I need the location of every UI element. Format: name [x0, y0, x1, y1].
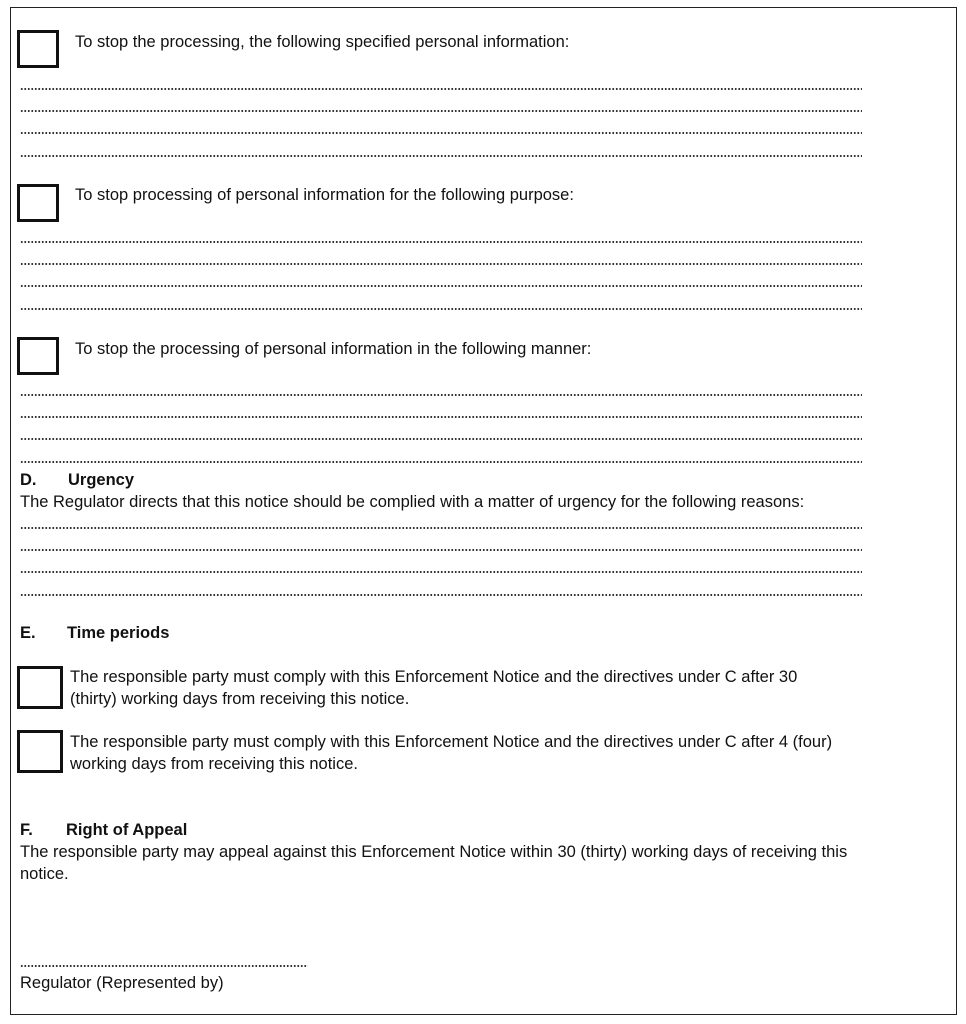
processing-manner-checkbox[interactable]: [17, 337, 59, 375]
fill-line[interactable]: [20, 241, 862, 243]
fill-line[interactable]: [20, 571, 862, 573]
fill-line[interactable]: [20, 132, 862, 134]
option-label-purpose: To stop processing of personal information for the following purpose:: [75, 186, 574, 204]
fill-line[interactable]: [20, 438, 862, 440]
fill-line[interactable]: [20, 461, 862, 463]
processing-purpose-checkbox[interactable]: [17, 184, 59, 222]
processing-info-checkbox[interactable]: [17, 30, 59, 68]
four-days-checkbox[interactable]: [17, 730, 63, 773]
option-label-manner: To stop the processing of personal information in the following manner:: [75, 340, 592, 358]
section-e-title: Time periods: [67, 624, 170, 642]
fill-line[interactable]: [20, 394, 862, 396]
section-e-letter: E.: [20, 624, 36, 642]
urgency-text: The Regulator directs that this notice should be complied with a matter of urgency for the following reasons:: [20, 493, 805, 511]
time-option-4-line1: The responsible party must comply with this Enforcement Notice and the directives under C after 4 (four): [70, 733, 833, 751]
appeal-text-line2: notice.: [20, 865, 69, 883]
fill-line[interactable]: [20, 110, 862, 112]
signature-label: Regulator (Represented by): [20, 974, 224, 992]
fill-line[interactable]: [20, 285, 862, 287]
section-d-title: Urgency: [68, 471, 135, 489]
time-option-30-line1: The responsible party must comply with this Enforcement Notice and the directives under C after 30: [70, 668, 798, 686]
fill-line[interactable]: [20, 308, 862, 310]
section-f-letter: F.: [20, 821, 33, 839]
appeal-text-line1: The responsible party may appeal against this Enforcement Notice within 30 (thirty) working days of receiving this: [20, 843, 848, 861]
option-label-info: To stop the processing, the following specified personal information:: [75, 33, 570, 51]
fill-line[interactable]: [20, 155, 862, 157]
fill-line[interactable]: [20, 416, 862, 418]
thirty-days-checkbox[interactable]: [17, 666, 63, 709]
time-option-30-line2: (thirty) working days from receiving this notice.: [70, 690, 410, 708]
fill-line[interactable]: [20, 527, 862, 529]
fill-line[interactable]: [20, 549, 862, 551]
fill-line[interactable]: [20, 263, 862, 265]
signature-line[interactable]: [20, 965, 308, 967]
time-option-4-line2: working days from receiving this notice.: [70, 755, 358, 773]
section-d-letter: D.: [20, 471, 37, 489]
fill-line[interactable]: [20, 88, 862, 90]
section-f-title: Right of Appeal: [66, 821, 188, 839]
fill-line[interactable]: [20, 594, 862, 596]
